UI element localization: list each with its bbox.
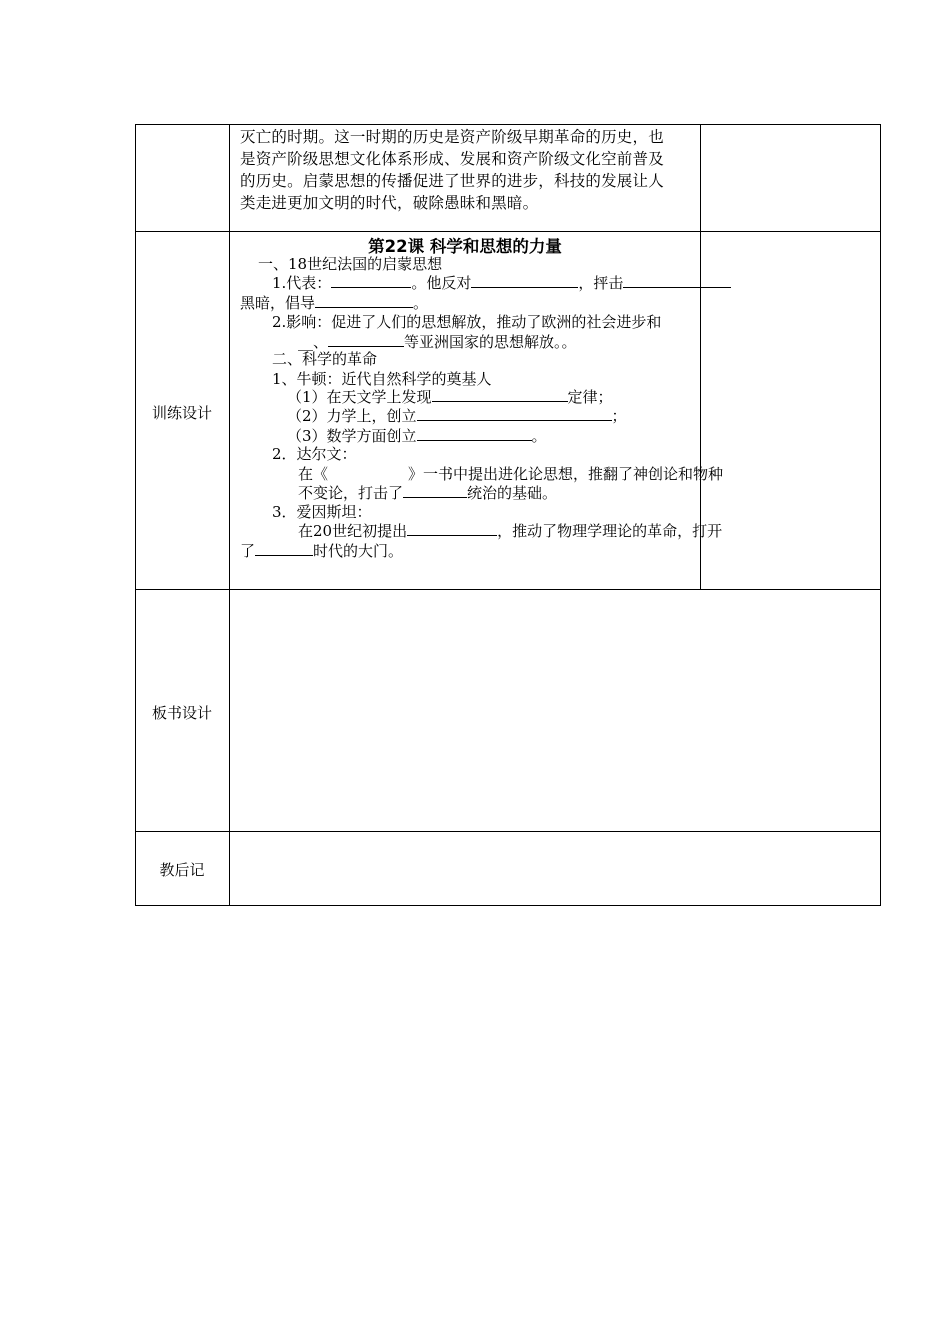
section-science-heading: 二、科学的革命 [272,350,378,368]
lesson-title: 第22课 科学和思想的力量 [368,237,562,256]
table-border-top [135,124,881,125]
board-design-label: 板书设计 [151,704,212,722]
answer-blank[interactable] [328,332,404,347]
darwin-question-cont: 不变论，打击了 统治的基础。 [298,484,558,502]
row-divider-1 [135,231,881,232]
einstein-heading: 3．爱因斯坦： [272,503,372,521]
newton-math-question: （3）数学方面创立 。 [287,427,547,445]
advocate-question: 黑暗，倡导 。 [240,294,429,312]
answer-blank[interactable] [315,293,413,308]
answer-blank[interactable] [623,273,731,288]
newton-astronomy-question: （1）在天文学上发现 定律； [287,388,613,406]
intro-line: 类走进更加文明的时代，破除愚昧和黑暗。 [240,194,539,212]
answer-blank[interactable] [403,483,467,498]
influence-question-cont: __、 等亚洲国家的思想解放。。 [298,333,577,351]
newton-mechanics-question: （2）力学上，创立 ； [287,407,627,425]
intro-paragraph [240,126,700,214]
einstein-question-cont: 了 时代的大门。 [240,542,404,560]
darwin-heading: 2．达尔文： [272,445,357,463]
intro-line: 是资产阶级思想文化体系形成、发展和资产阶级文化空前普及 [240,150,664,168]
intro-line: 的历史。启蒙思想的传播促进了世界的进步，科技的发展让人 [240,172,664,190]
answer-blank[interactable] [432,387,568,402]
row-divider-3 [135,831,881,832]
teaching-reflection-label: 教后记 [159,861,205,879]
einstein-question: 在20世纪初提出 ，推动了物理学理论的革命，打开 [298,522,723,540]
section-enlightenment-heading: 一、18世纪法国的启蒙思想 [258,255,443,273]
representative-question: 1.代表： 。他反对 ，抨击 [272,273,731,293]
darwin-question: 在《 》一书中提出进化论思想，推翻了神创论和物种 [298,465,724,483]
intro-line: 灭亡的时期。这一时期的历史是资产阶级早期革命的历史，也 [240,128,664,146]
table-border-bottom [135,905,881,906]
training-design-label: 训练设计 [151,404,212,422]
table-border-left [135,124,136,906]
row-divider-2 [135,589,881,590]
answer-blank[interactable] [331,273,411,288]
table-border-right [880,124,881,906]
newton-heading: 1、牛顿：近代自然科学的奠基人 [272,370,492,388]
answer-blank[interactable] [471,273,578,288]
answer-blank[interactable] [407,521,497,536]
answer-blank[interactable] [417,406,612,421]
answer-blank[interactable] [255,541,313,556]
answer-blank[interactable] [417,426,532,441]
influence-question: 2.影响：促进了人们的思想解放，推动了欧洲的社会进步和 [272,313,662,331]
column-divider-notes [700,124,701,589]
